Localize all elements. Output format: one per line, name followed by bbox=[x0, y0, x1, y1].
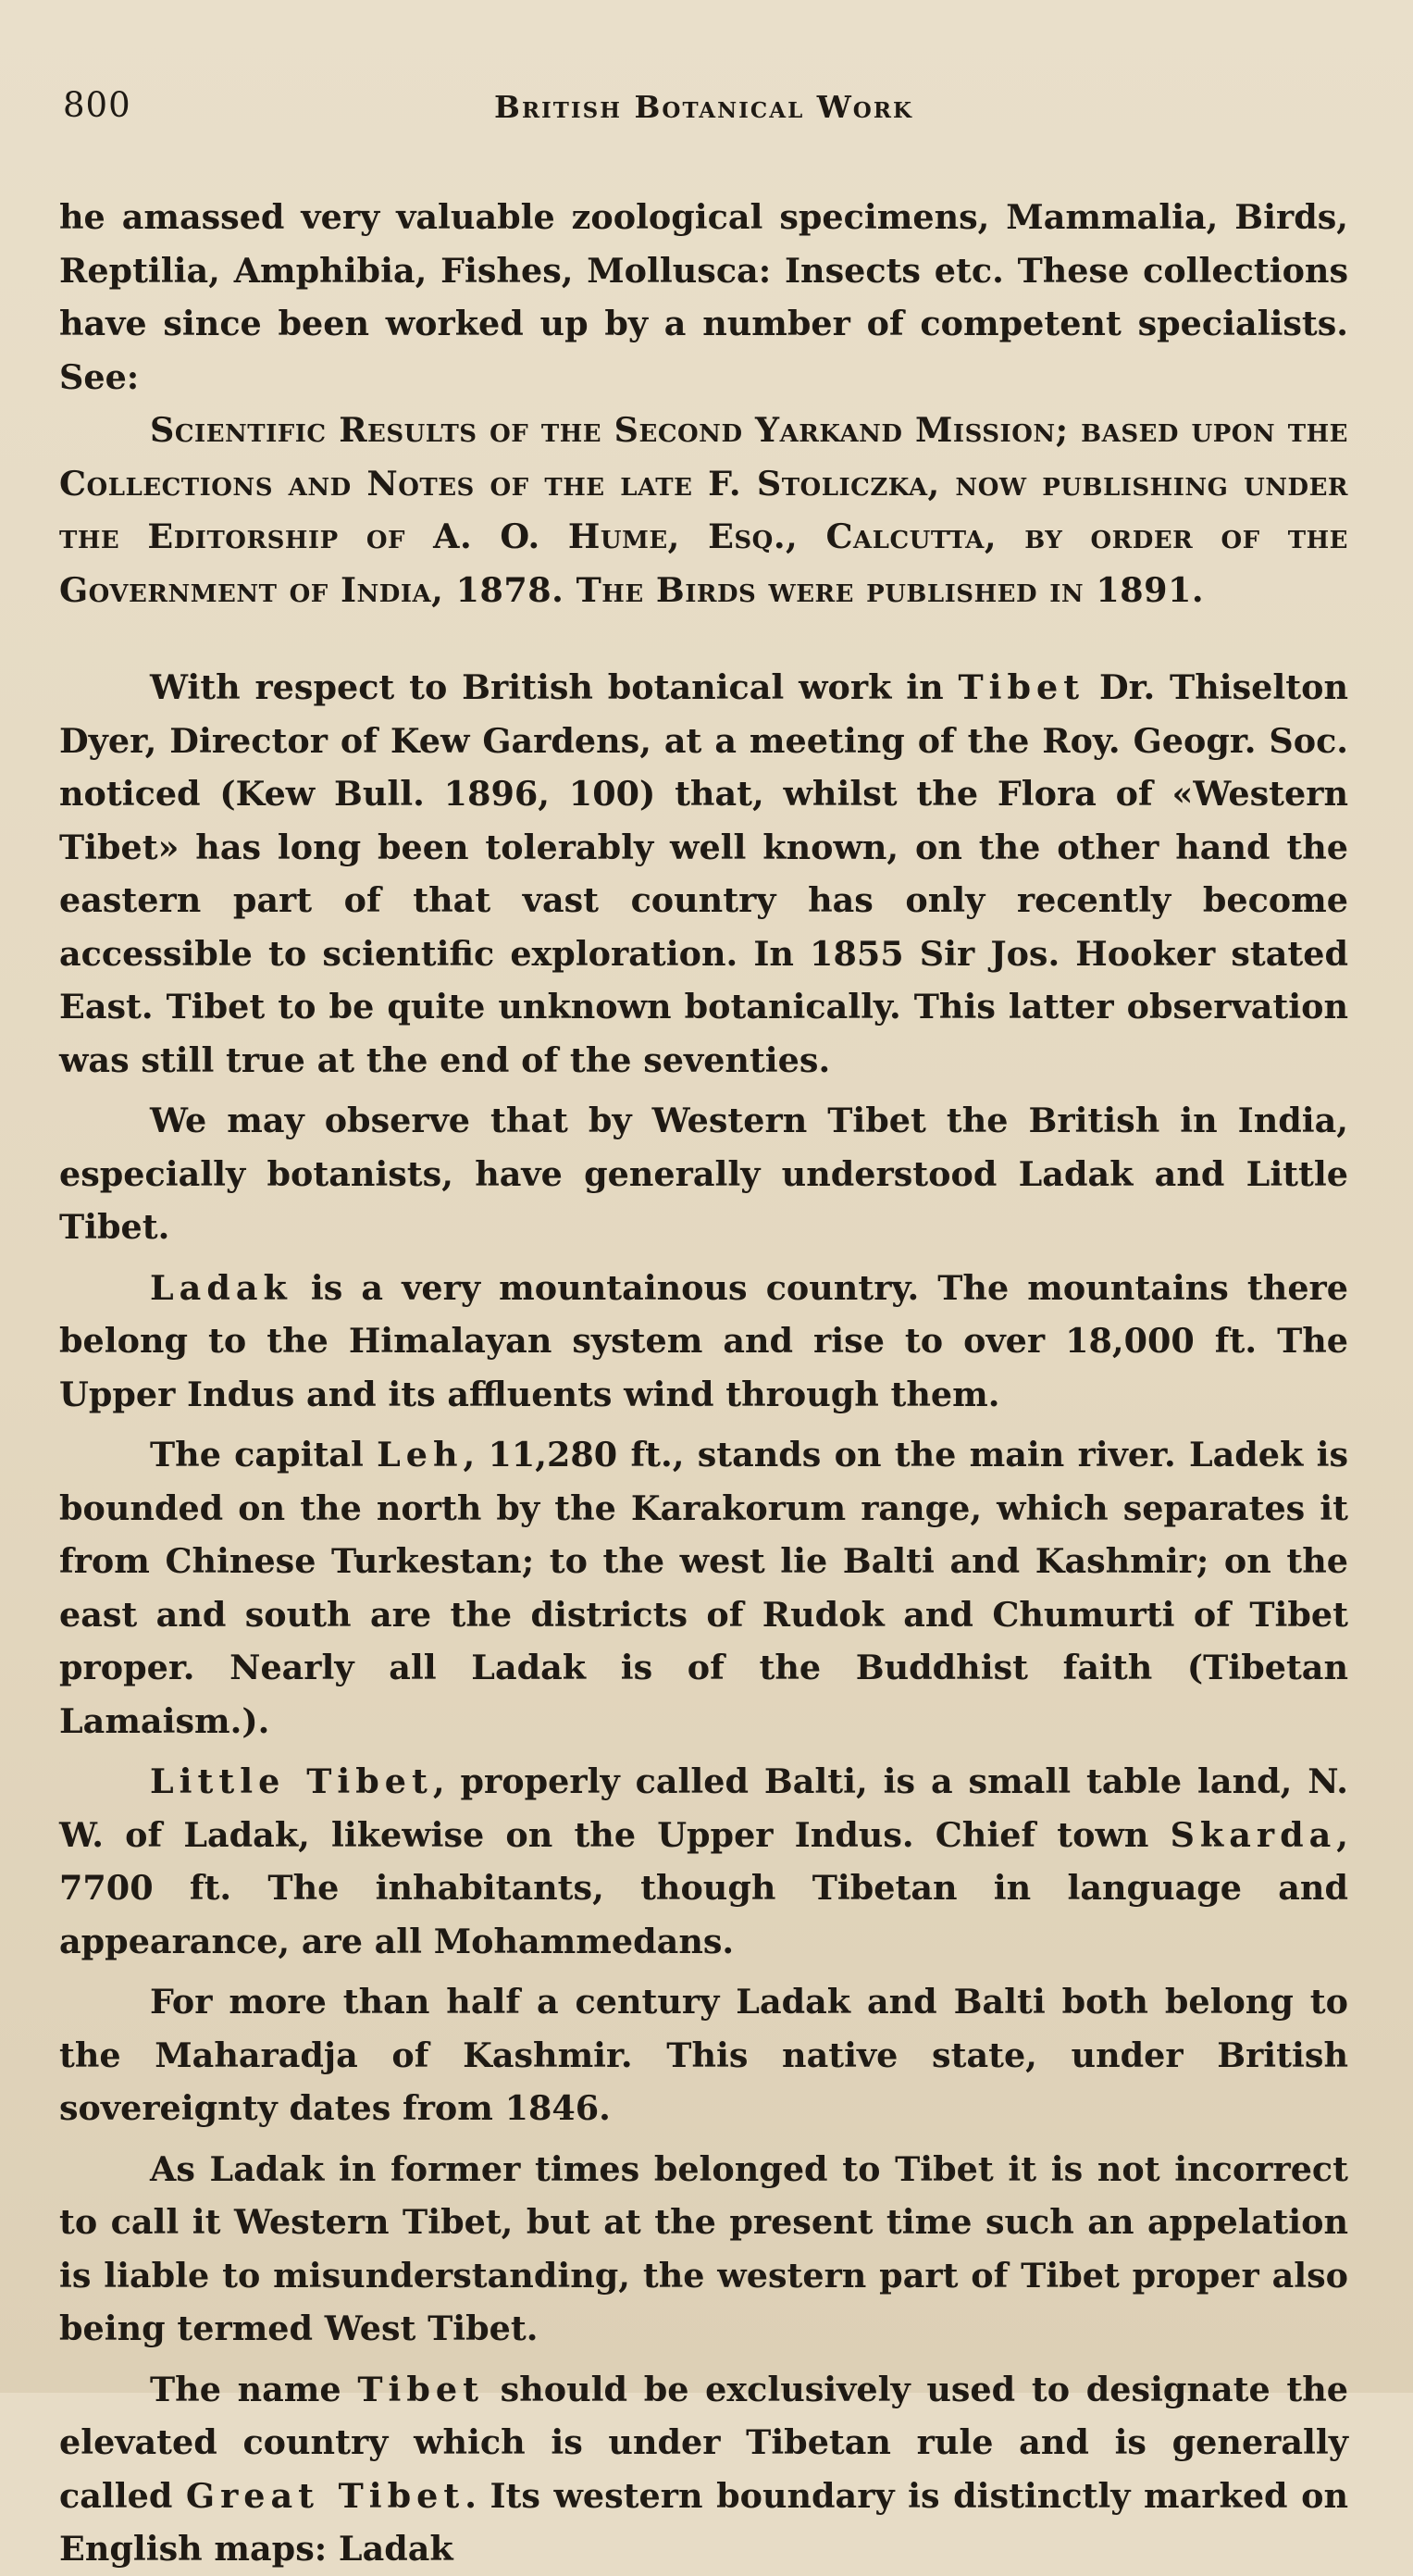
paragraph-leh: The capital Leh, 11,280 ft., stands on the main river. Ladek is bounded on the north by the Karakorum range, which separates it from Chinese Turkestan; to the west lie Balti and Kashmir; on the east and south are the districts of Rudok and Chumurti of Tibet proper. Nearly all Ladak is of the Buddhist faith (Tibetan Lamaism.). bbox=[59, 1435, 1348, 1741]
spaced-term: Little Tibet bbox=[150, 1761, 433, 1801]
body-text bbox=[59, 191, 1348, 2576]
reference-citation: Scientific Results of the Second Yarkand Mission; based upon the Collections and Notes of the late F. Stoliczka, now publishing under the Editorship of A. O. Hume, Esq., Calcutta, by order of the Government of India, 1878. The Birds were published in 1891. bbox=[59, 410, 1348, 610]
spaced-term: Great Tibet bbox=[185, 2475, 465, 2516]
spaced-term: Tibet bbox=[357, 2369, 484, 2409]
spaced-term: Skarda bbox=[1170, 1814, 1337, 1855]
running-head bbox=[59, 85, 1348, 141]
paragraph-continuation: he amassed very valuable zoological specimens, Mammalia, Birds, Reptilia, Amphibia, Fishes, Mollusca: Insects etc. These collections have since been worked up by a number of competent specialists. See: bbox=[59, 197, 1348, 397]
paragraph-maharadja: For more than half a century Ladak and Balti both belong to the Maharadja of Kashmir. This native state, under British sovereignty dates from 1846. bbox=[59, 1982, 1348, 2128]
paragraph-little-tibet: Little Tibet, properly called Balti, is a small table land, N. W. of Ladak, likewise on the Upper Indus. Chief town Skarda, 7700 ft. The inhabitants, though Tibetan in language and appearance, are all Mohammedans. bbox=[59, 1761, 1348, 1961]
running-title: British Botanical Work bbox=[494, 89, 913, 125]
spaced-term: Tibet bbox=[958, 667, 1085, 707]
spaced-term: Leh bbox=[377, 1435, 464, 1475]
paragraph-ladak: Ladak is a very mountainous country. The mountains there belong to the Himalayan system and rise to over 18,000 ft. The Upper Indus and its affluents wind through them. bbox=[59, 1267, 1348, 1414]
paragraph-western-tibet: We may observe that by Western Tibet the British in India, especially botanists, have generally understood Ladak and Little Tibet. bbox=[59, 1101, 1348, 1247]
paragraph-appelation: As Ladak in former times belonged to Tibet it is not incorrect to call it Western Tibet, but at the present time such an appelation is liable to misunderstanding, the western part of Tibet proper also being termed West Tibet. bbox=[59, 2148, 1348, 2348]
paragraph-botanical-work-tibet: With respect to British botanical work in Tibet Dr. Thiselton Dyer, Director of Kew Gardens, at a meeting of the Roy. Geogr. Soc. noticed (Kew Bull. 1896, 100) that, whilst the Flora of «Western Tibet» has long been tolerably well known, on the other hand the eastern part of that vast country has only recently become accessible to scientific exploration. In 1855 Sir Jos. Hooker stated East. Tibet to be quite unknown botanically. This latter observation was still true at the end of the seventies. bbox=[59, 667, 1348, 1080]
paragraph-name-tibet: The name Tibet should be exclusively used to designate the elevated country which is under Tibetan rule and is generally called Great Tibet. Its western boundary is distinctly marked on English maps: Ladak bbox=[59, 2369, 1348, 2569]
page-number: 800 bbox=[63, 85, 131, 125]
spaced-term: Ladak bbox=[150, 1267, 292, 1308]
